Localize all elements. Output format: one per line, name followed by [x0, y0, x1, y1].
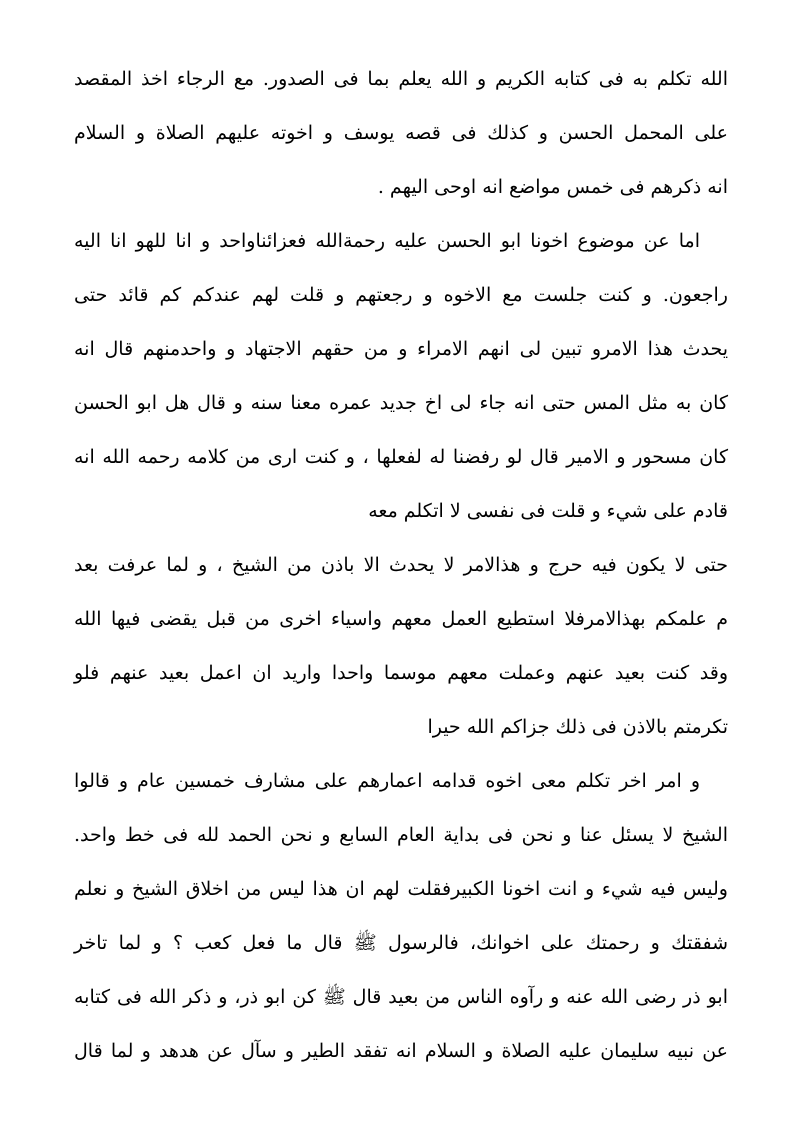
text-line: انه ذكرهم فى خمس مواضع انه اوحى اليهم .	[377, 176, 728, 198]
text-line: يحدث هذا الامرو تبين لى انهم الامراء و من حقهم الاجتهاد و واحدمنهم قال انه	[74, 338, 728, 360]
paragraph-start-line: اما عن موضوع اخونا ابو الحسن عليه رحمةالله فعزائناواحد و انا للهو انا اليه	[74, 230, 700, 252]
paragraph-start-line: و امر اخر تكلم معى اخوه قدامه اعمارهم على مشارف خمسين عام و قالوا	[74, 770, 700, 792]
text-line: ابو ذر رضى الله عنه و رآوه الناس من بعيد قال ﷺ كن ابو ذر، و ذكر الله فى كتابه	[74, 986, 728, 1008]
text-line: على المحمل الحسن و كذلك فى قصه يوسف و اخوته عليهم الصلاة و السلام	[74, 122, 728, 144]
text-line: راجعون. و كنت جلست مع الاخوه و رجعتهم و قلت لهم عندكم كم قائد حتى	[74, 284, 728, 306]
text-line: وليس فيه شيء و انت اخونا الكبيرفقلت لهم ان هذا ليس من اخلاق الشيخ و نعلم	[74, 878, 728, 900]
text-line: تكرمتم بالاذن فى ذلك جزاكم الله حيرا	[427, 716, 728, 738]
text-line: وقد كنت بعيد عنهم وعملت معهم موسما واحدا واريد ان اعمل بعيد عنهم فلو	[74, 662, 728, 684]
text-line: عن نبيه سليمان عليه الصلاة و السلام انه تفقد الطير و سآل عن هدهد و لما قال	[74, 1040, 728, 1062]
document-page	[74, 52, 728, 1078]
text-line: الشيخ لا يسئل عنا و نحن فى بداية العام السابع و نحن الحمد لله فى خط واحد.	[74, 824, 728, 846]
text-line: كان مسحور و الامير قال لو رفضنا له لفعلها ، و كنت ارى من كلامه رحمه الله انه	[74, 446, 728, 468]
text-line: شفقتك و رحمتك على اخوانك، فالرسول ﷺ قال ما فعل كعب ؟ و لما تاخر	[74, 932, 728, 954]
text-line: م علمكم بهذالامرفلا استطيع العمل معهم واسياء اخرى من قبل يقضى فيها الله	[74, 608, 728, 630]
text-line: قادم على شيء و قلت فى نفسى لا اتكلم معه	[368, 500, 728, 522]
text-line: حتى لا يكون فيه حرج و هذالامر لا يحدث الا باذن من الشيخ ، و لما عرفت بعد	[74, 554, 728, 576]
text-line: كان به مثل المس حتى انه جاء لى اخ جديد عمره معنا سنه و قال هل ابو الحسن	[74, 392, 728, 414]
text-line: الله تكلم به فى كتابه الكريم و الله يعلم بما فى الصدور. مع الرجاء اخذ المقصد	[74, 68, 728, 90]
